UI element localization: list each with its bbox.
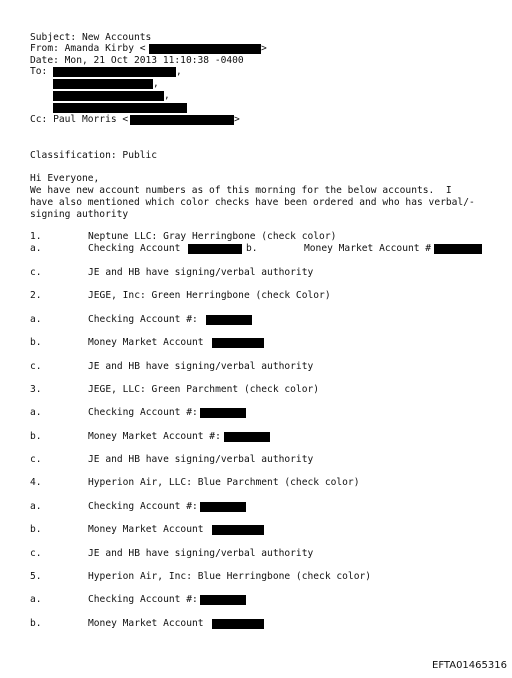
to-comma: , (164, 90, 170, 101)
list-marker: 3. (30, 384, 42, 395)
account-number-redaction (200, 595, 246, 605)
account-number-redaction (206, 315, 252, 325)
cc-line-end: > (234, 114, 240, 125)
list-item: Money Market Account # (304, 243, 432, 254)
list-marker: a. (30, 594, 42, 605)
list-marker: b. (30, 431, 42, 442)
list-item: JEGE, LLC: Green Parchment (check color) (88, 384, 320, 395)
list-marker: b. (30, 337, 42, 348)
list-item: Money Market Account (88, 524, 204, 535)
list-marker: 1. (30, 231, 42, 242)
account-number-redaction (188, 244, 242, 254)
list-item: Neptune LLC: Gray Herringbone (check color) (88, 231, 337, 242)
account-number-redaction (224, 432, 270, 442)
to-label: To: (30, 66, 48, 77)
list-marker: b. (30, 618, 42, 629)
greeting: Hi Everyone, (30, 173, 100, 184)
date-line: Date: Mon, 21 Oct 2013 11:10:38 -0400 (30, 55, 244, 66)
list-item: Hyperion Air, Inc: Blue Herringbone (check color) (88, 571, 372, 582)
intro-text: We have new account numbers as of this morning for the below accounts. I (30, 185, 452, 196)
list-marker: 2. (30, 290, 42, 301)
classification: Classification: Public (30, 150, 158, 161)
list-marker: a. (30, 501, 42, 512)
list-item: Money Market Account (88, 618, 204, 629)
to-comma: , (153, 78, 159, 89)
to-recipient-redaction (53, 91, 164, 101)
list-item: JE and HB have signing/verbal authority (88, 267, 314, 278)
account-number-redaction (434, 244, 482, 254)
list-item: Checking Account #: (88, 594, 198, 605)
account-number-redaction (200, 408, 246, 418)
document-id: EFTA01465316 (432, 660, 507, 671)
list-item: JE and HB have signing/verbal authority (88, 548, 314, 559)
list-item: Money Market Account (88, 337, 204, 348)
account-number-redaction (212, 525, 264, 535)
list-marker: 5. (30, 571, 42, 582)
from-email-redaction (149, 44, 261, 54)
to-recipient-redaction (53, 103, 187, 113)
list-marker: b. (30, 524, 42, 535)
list-marker: a. (30, 407, 42, 418)
list-marker: c. (30, 454, 42, 465)
list-item: JEGE, Inc: Green Herringbone (check Color) (88, 290, 331, 301)
subject-line: Subject: New Accounts (30, 32, 152, 43)
list-marker: 4. (30, 477, 42, 488)
list-item: JE and HB have signing/verbal authority (88, 361, 314, 372)
list-item: Hyperion Air, LLC: Blue Parchment (check color) (88, 477, 360, 488)
list-item: Money Market Account #: (88, 431, 221, 442)
list-item: JE and HB have signing/verbal authority (88, 454, 314, 465)
to-recipient-redaction (53, 67, 176, 77)
list-marker: a. (30, 314, 42, 325)
list-item: Checking Account #: (88, 407, 198, 418)
list-marker: c. (30, 267, 42, 278)
list-marker: c. (30, 548, 42, 559)
list-item: Checking Account #: (88, 314, 198, 325)
list-marker: a. (30, 243, 42, 254)
list-item: Checking Account (88, 243, 181, 254)
to-recipient-redaction (53, 79, 153, 89)
account-number-redaction (212, 619, 264, 629)
from-line: From: Amanda Kirby < (30, 43, 146, 54)
list-item: Checking Account #: (88, 501, 198, 512)
cc-line: Cc: Paul Morris < (30, 114, 129, 125)
account-number-redaction (200, 502, 246, 512)
intro-text: have also mentioned which color checks have been ordered and who has verbal/- (30, 197, 475, 208)
account-number-redaction (212, 338, 264, 348)
list-marker: b. (246, 243, 258, 254)
intro-text: signing authority (30, 209, 129, 220)
list-marker: c. (30, 361, 42, 372)
from-line-end: > (261, 43, 267, 54)
to-comma: , (176, 66, 182, 77)
cc-email-redaction (130, 115, 234, 125)
